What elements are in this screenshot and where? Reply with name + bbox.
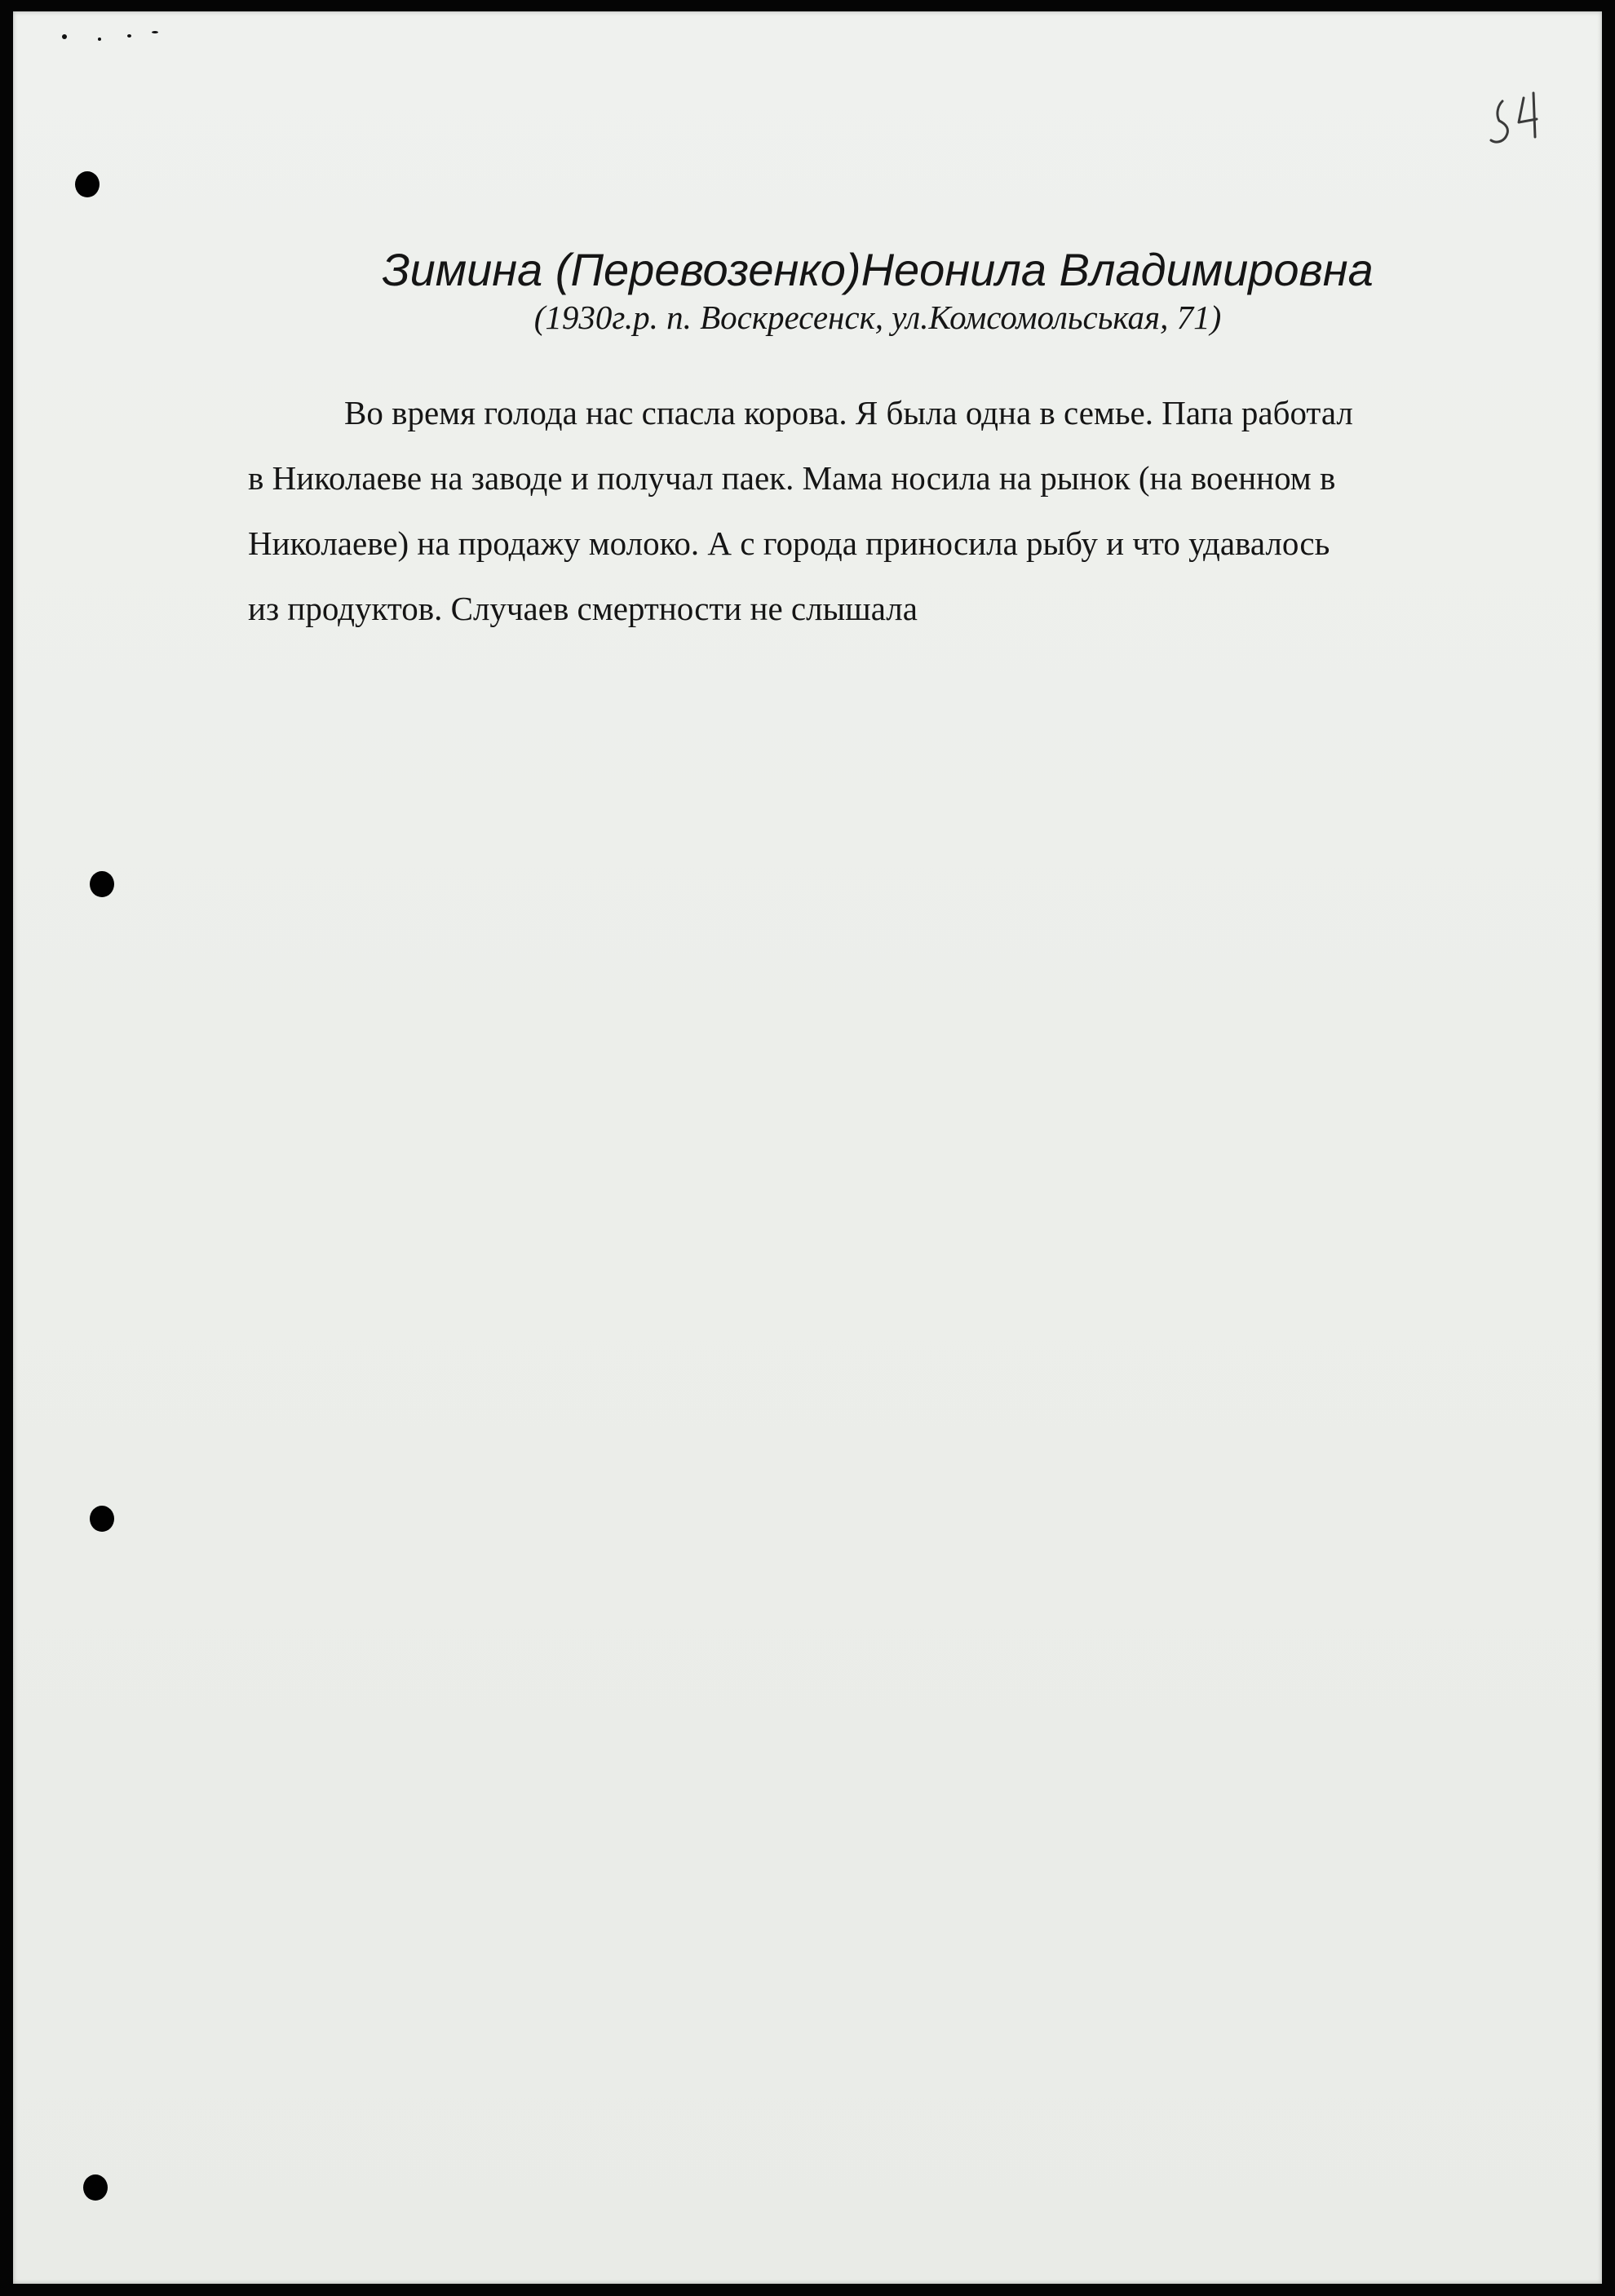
punch-hole: [90, 871, 114, 897]
handwritten-page-number: [1481, 86, 1563, 152]
ink-speck: [127, 34, 131, 38]
paragraph-line: Во время голода нас спасла корова. Я была одна в семье. Папа работал: [344, 394, 1353, 431]
punch-hole: [83, 2174, 108, 2201]
testimony-paragraph: [248, 380, 1496, 641]
paragraph-line: из продуктов. Случаев смертности не слышала: [248, 590, 918, 627]
paragraph-line: в Николаеве на заводе и получал паек. Мама носила на рынок (на военном в: [248, 459, 1336, 497]
document-subtitle: (1930г.р. п. Воскресенск, ул.Комсомольськая, 71): [533, 299, 1222, 336]
punch-hole: [75, 171, 100, 197]
document-title: Зимина (Перевозенко)Неонила Владимировна: [382, 244, 1374, 295]
punch-hole: [90, 1506, 114, 1532]
paper-page: [13, 11, 1602, 2284]
ink-speck: [98, 38, 101, 41]
ink-speck: [62, 34, 67, 39]
paragraph-line: Николаеве) на продажу молоко. А с города приносила рыбу и что удавалось: [248, 524, 1330, 562]
ink-speck: [152, 31, 158, 33]
